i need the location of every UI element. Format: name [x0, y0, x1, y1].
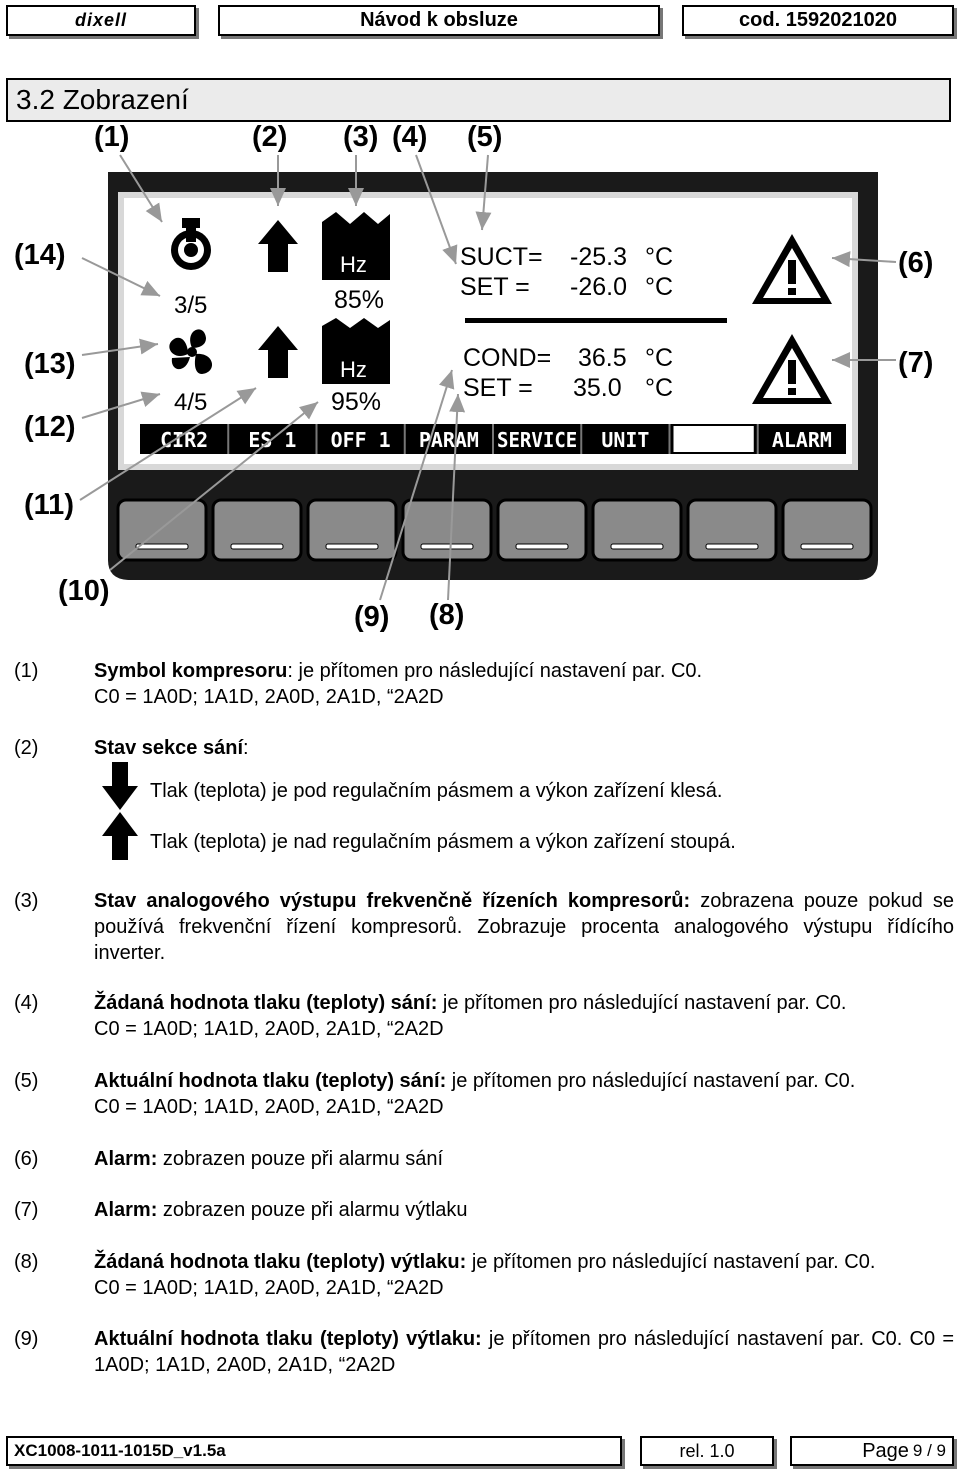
lcd-menu-item: CIR2 [160, 428, 209, 452]
lcd-menu-item: OFF 1 [330, 428, 391, 452]
condenser-inverter-icon [322, 318, 390, 384]
item-number: (3) [14, 890, 39, 912]
arrow-down-icon [102, 762, 138, 810]
condenser-percent: 95% [331, 388, 382, 416]
item-text: je přítomen pro následující nastavení par. C0. C0 = 1A0D; 1A1D, 2A0D, 2A1D, “2A2D [94, 1328, 954, 1376]
footer-page [790, 1436, 954, 1466]
callout-10: (10) [58, 575, 110, 607]
item-term: Stav analogového výstupu frekvenčně řízeních kompresorů: [94, 890, 691, 912]
page-label: Page [862, 1439, 909, 1462]
svg-text:Hz: Hz [340, 357, 367, 382]
footer-document-id: XC1008-1011-1015D_v1.5a [6, 1436, 622, 1466]
suct-set-value: -26.0 [570, 273, 627, 301]
lcd-menu-item: PARAM [418, 428, 479, 452]
soft-key-button[interactable] [783, 500, 871, 560]
cond-set-unit: °C [645, 374, 674, 402]
item-term: Alarm: [94, 1148, 158, 1170]
display-diagram [0, 125, 960, 645]
item-values: C0 = 1A0D; 1A1D, 2A0D, 2A1D, “2A2D [94, 1018, 444, 1040]
item-text: : je přítomen pro následující nastavení par. C0. [287, 660, 703, 682]
document-title: Návod k obsluze [218, 5, 660, 36]
callout-3: (3) [343, 125, 379, 153]
callout-11: (11) [24, 489, 74, 521]
cond-label: COND= [463, 344, 552, 372]
item-text: zobrazen pouze při alarmu výtlaku [157, 1199, 468, 1221]
callout-14: (14) [14, 239, 66, 271]
item-text: je přítomen pro následující nastavení par. C0. [466, 1251, 876, 1273]
document-code: cod. 1592021020 [682, 5, 954, 36]
suct-value: -25.3 [570, 243, 627, 271]
item-number: (2) [14, 737, 39, 759]
item-values: C0 = 1A0D; 1A1D, 2A0D, 2A1D, “2A2D [94, 1277, 444, 1299]
arrow-up-description: Tlak (teplota) je nad regulačním pásmem a výkon zařízení stoupá. [150, 831, 736, 853]
callout-1: (1) [94, 125, 130, 153]
soft-key-button[interactable] [308, 500, 396, 560]
item-term: Aktuální hodnota tlaku (teploty) sání: [94, 1070, 447, 1092]
soft-key-button[interactable] [593, 500, 681, 560]
lcd-menu-item: ES 1 [248, 428, 297, 452]
suct-label: SUCT= [460, 243, 543, 271]
arrow-up-icon [102, 812, 138, 860]
item-text: : [243, 737, 249, 759]
section-title: 3.2 Zobrazení [6, 78, 951, 122]
item-number: (5) [14, 1070, 39, 1092]
item-term: Žádaná hodnota tlaku (teploty) sání: [94, 992, 438, 1014]
cond-set-value: 35.0 [573, 374, 622, 402]
svg-text:Hz: Hz [340, 252, 367, 277]
callout-4: (4) [392, 125, 428, 153]
soft-key-button[interactable] [498, 500, 586, 560]
item-text: zobrazena pouze pokud se používá frekvenční řízení kompresorů. Zobrazuje procenta analogového výstupu řídícího inverter. [94, 890, 955, 964]
cond-value: 36.5 [578, 344, 627, 372]
lcd-menu-item: ALARM [771, 428, 832, 452]
item-text: je přítomen pro následující nastavení par. C0. [437, 992, 847, 1014]
item-values: C0 = 1A0D; 1A1D, 2A0D, 2A1D, “2A2D [94, 686, 444, 708]
callout-5: (5) [467, 125, 503, 153]
brand-logo: dixell [6, 5, 196, 36]
callout-8: (8) [429, 599, 465, 631]
suct-unit: °C [645, 243, 674, 271]
lcd-menu-bar [140, 424, 846, 454]
fan-count: 4/5 [174, 389, 208, 416]
callout-7: (7) [898, 347, 934, 379]
item-term: Stav sekce sání [94, 737, 243, 759]
item-text: je přítomen pro následující nastavení par. C0. [446, 1070, 856, 1092]
lcd-menu-item: SERVICE [497, 428, 578, 452]
item-number: (9) [14, 1328, 39, 1350]
cond-unit: °C [645, 344, 674, 372]
page-number: 9 / 9 [912, 1441, 946, 1460]
suction-percent: 85% [334, 286, 385, 314]
callout-9: (9) [354, 601, 390, 633]
callout-12: (12) [24, 411, 76, 443]
callout-2: (2) [252, 125, 288, 153]
suct-set-label: SET = [460, 273, 530, 301]
item-term: Alarm: [94, 1199, 158, 1221]
item-values: C0 = 1A0D; 1A1D, 2A0D, 2A1D, “2A2D [94, 1096, 444, 1118]
item-term: Aktuální hodnota tlaku (teploty) výtlaku: [94, 1328, 482, 1350]
item-number: (8) [14, 1251, 39, 1273]
item-term: Symbol kompresoru [94, 660, 288, 682]
arrow-down-description: Tlak (teplota) je pod regulačním pásmem a výkon zařízení klesá. [150, 780, 723, 802]
soft-key-button[interactable] [213, 500, 301, 560]
item-number: (7) [14, 1199, 39, 1221]
lcd-menu-item-empty [674, 426, 754, 452]
suct-set-unit: °C [645, 273, 674, 301]
soft-key-button[interactable] [403, 500, 491, 560]
lcd-menu-item: UNIT [601, 428, 650, 452]
soft-key-button[interactable] [688, 500, 776, 560]
cond-set-label: SET = [463, 374, 533, 402]
item-number: (1) [14, 660, 39, 682]
item-number: (4) [14, 992, 39, 1014]
item-term: Žádaná hodnota tlaku (teploty) výtlaku: [94, 1251, 467, 1273]
soft-key-button[interactable] [118, 500, 206, 560]
item-text: zobrazen pouze při alarmu sání [157, 1148, 444, 1170]
item-number: (6) [14, 1148, 39, 1170]
compressor-count: 3/5 [174, 292, 208, 319]
callout-13: (13) [24, 348, 76, 380]
callout-6: (6) [898, 247, 934, 279]
separator-line [465, 318, 727, 323]
footer-release: rel. 1.0 [640, 1436, 774, 1466]
